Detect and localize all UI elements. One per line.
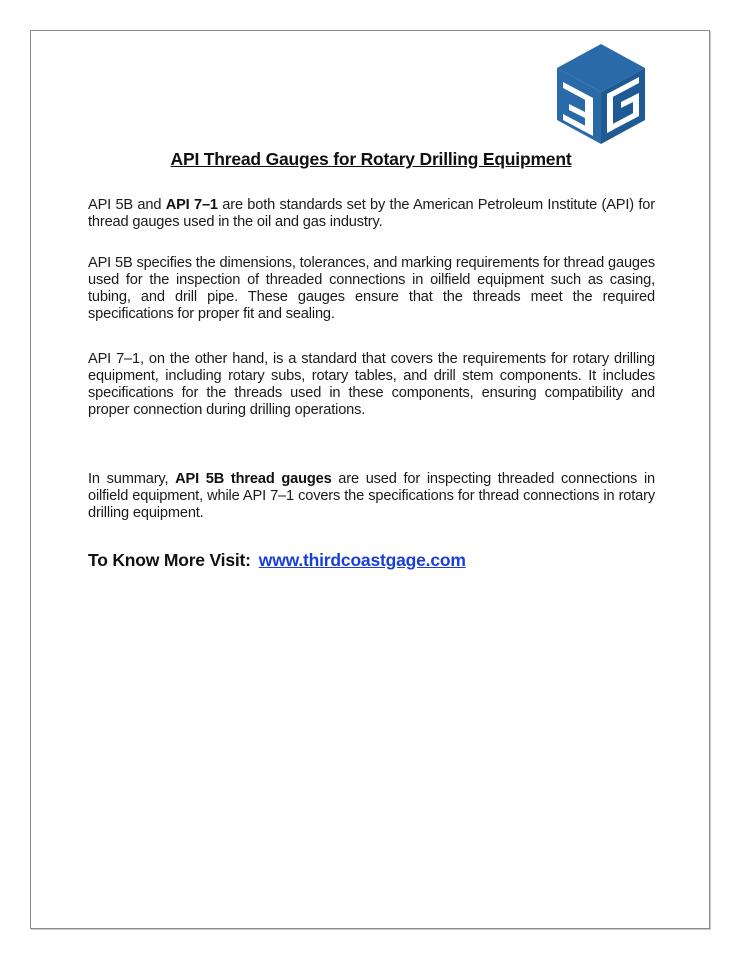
paragraph-summary-text-2: are used for inspecting threaded connections in oilfield equipment, while API 7–1 covers the specifications for thread connections in rotary drilling equipment. [88, 471, 656, 521]
paragraph-intro [88, 197, 655, 231]
document-title: API Thread Gauges for Rotary Drilling Equipment [170, 149, 572, 169]
paragraph-api-7-1-text: API 7–1, on the other hand, is a standard that covers the requirements for rotary drilling equipment, including rotary subs, rotary tables, and drill stem components. It includes specifications for the threads used in these components, ensuring compatibility and proper connection during drilling operations. [88, 351, 655, 418]
paragraph-intro-text-2: are both standards set by the American Petroleum Institute (API) for thread gauges used in the oil and gas industry. [88, 197, 655, 230]
paragraph-api-5b [88, 255, 655, 323]
document-page [30, 30, 710, 929]
visit-label: To Know More Visit: [88, 550, 251, 570]
visit-line [88, 550, 466, 571]
paragraph-summary-text-1: In summary, [88, 471, 176, 487]
paragraph-intro-text-1: API 5B and [88, 197, 166, 213]
paragraph-summary-bold: API 5B thread gauges [175, 471, 332, 487]
paragraph-api-7-1 [88, 351, 655, 419]
website-link[interactable]: www.thirdcoastgage.com [258, 550, 466, 570]
paragraph-summary [88, 471, 655, 522]
paragraph-api-5b-text: API 5B specifies the dimensions, tolerances, and marking requirements for thread gauges used for the inspection of threaded connections in oilfield equipment such as casing, tubing, and drill pipe. These gauges ensure that the threads meet the required specifications for proper fit and sealing. [88, 255, 655, 322]
paragraph-intro-bold: API 7–1 [165, 197, 218, 213]
3g-cube-logo-icon [555, 44, 647, 144]
